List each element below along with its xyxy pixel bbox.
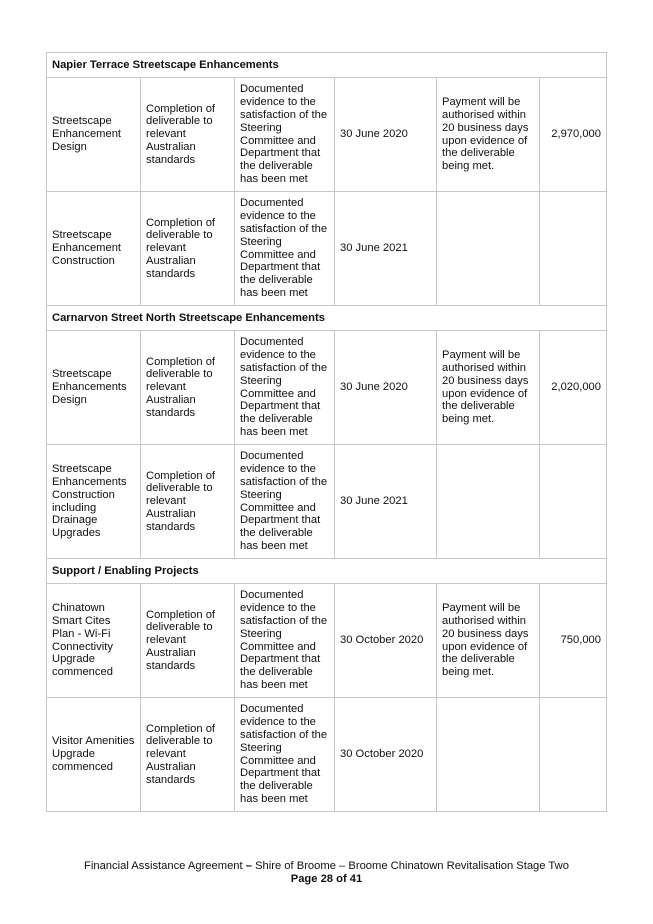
amount-cell: 750,000 [540,584,607,698]
activity-cell: Visitor Amenities Upgrade commenced [47,698,141,812]
page-footer [0,860,653,886]
amount-cell [540,192,607,306]
milestone-table [46,52,607,812]
page-number: Page 28 of 41 [290,873,363,885]
amount-cell [540,698,607,812]
due-date-cell: 30 October 2020 [335,584,437,698]
milestone-cell: Completion of deliverable to relevant Australian standards [141,445,235,559]
milestone-cell: Completion of deliverable to relevant Australian standards [141,698,235,812]
evidence-cell: Documented evidence to the satisfaction of the Steering Committee and Department that the deliverable has been met [235,698,335,812]
amount-cell: 2,020,000 [540,331,607,445]
amount-cell: 2,970,000 [540,78,607,192]
milestone-cell: Completion of deliverable to relevant Australian standards [141,78,235,192]
section-title: Carnarvon Street North Streetscape Enhancements [47,306,607,331]
payment-cell: Payment will be authorised within 20 business days upon evidence of the deliverable being met. [437,584,540,698]
due-date-cell: 30 June 2021 [335,192,437,306]
section-header-row [47,306,607,331]
footer-separator: – [242,860,256,872]
due-date-cell: 30 June 2020 [335,331,437,445]
payment-cell [437,192,540,306]
activity-cell: Streetscape Enhancements Design [47,331,141,445]
table-row [47,584,607,698]
footer-project: Broome Chinatown Revitalisation Stage Two [348,860,569,872]
table-row [47,192,607,306]
section-title: Napier Terrace Streetscape Enhancements [47,53,607,78]
evidence-cell: Documented evidence to the satisfaction of the Steering Committee and Department that the deliverable has been met [235,331,335,445]
evidence-cell: Documented evidence to the satisfaction of the Steering Committee and Department that the deliverable has been met [235,584,335,698]
activity-cell: Chinatown Smart Cites Plan - Wi-Fi Connectivity Upgrade commenced [47,584,141,698]
evidence-cell: Documented evidence to the satisfaction of the Steering Committee and Department that the deliverable has been met [235,445,335,559]
payment-cell [437,445,540,559]
table-row [47,78,607,192]
due-date-cell: 30 June 2021 [335,445,437,559]
footer-agreement-line [0,860,653,873]
section-header-row [47,53,607,78]
table-row [47,698,607,812]
footer-agreement-title: Financial Assistance Agreement [84,860,243,872]
evidence-cell: Documented evidence to the satisfaction of the Steering Committee and Department that the deliverable has been met [235,192,335,306]
table-row [47,445,607,559]
footer-party: Shire of Broome [255,860,336,872]
due-date-cell: 30 June 2020 [335,78,437,192]
payment-cell [437,698,540,812]
due-date-cell: 30 October 2020 [335,698,437,812]
payment-cell: Payment will be authorised within 20 business days upon evidence of the deliverable being met. [437,78,540,192]
payment-cell: Payment will be authorised within 20 business days upon evidence of the deliverable being met. [437,331,540,445]
activity-cell: Streetscape Enhancement Construction [47,192,141,306]
section-title: Support / Enabling Projects [47,559,607,584]
milestone-cell: Completion of deliverable to relevant Australian standards [141,584,235,698]
milestone-cell: Completion of deliverable to relevant Australian standards [141,331,235,445]
footer-separator: – [335,860,349,872]
table-row [47,331,607,445]
activity-cell: Streetscape Enhancements Construction including Drainage Upgrades [47,445,141,559]
section-header-row [47,559,607,584]
evidence-cell: Documented evidence to the satisfaction of the Steering Committee and Department that the deliverable has been met [235,78,335,192]
amount-cell [540,445,607,559]
activity-cell: Streetscape Enhancement Design [47,78,141,192]
milestone-cell: Completion of deliverable to relevant Australian standards [141,192,235,306]
